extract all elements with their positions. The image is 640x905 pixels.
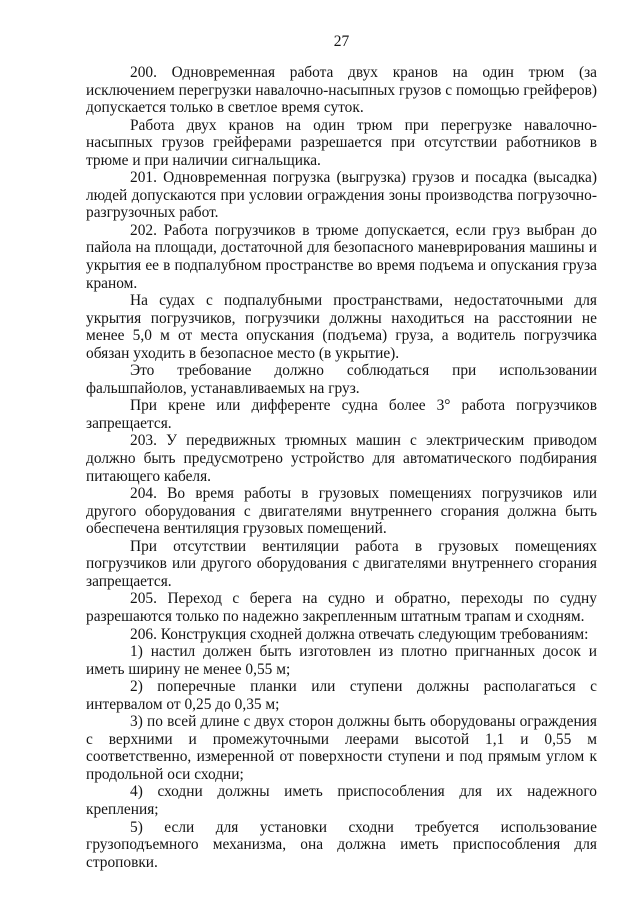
list-item-1: 1) настил должен быть изготовлен из плотно пригнанных досок и иметь ширину не менее 0,55 м; [86, 643, 597, 678]
page-number: 27 [333, 33, 350, 50]
paragraph-203: 203. У передвижных трюмных машин с электрическим приводом должно быть предусмотрено устройство для автоматического подбирания питающего кабеля. [86, 432, 597, 485]
list-item-3: 3) по всей длине с двух сторон должны быть оборудованы ограждения с верхними и промежуточными леерами высотой 1,1 и 0,55 м соответственно, измеренной от поверхности ступени и под прямым углом к продольной оси сходни; [86, 713, 597, 783]
paragraph-202: 202. Работа погрузчиков в трюме допускается, если груз выбран до пайола на площади, достаточной для безопасного маневрирования машины и укрытия ее в подпалубном пространстве во время подъема и опускания груза краном. [86, 221, 597, 292]
list-item-4: 4) сходни должны иметь приспособления для их надежного крепления; [86, 783, 597, 818]
paragraph-200-grab-cranes: Работа двух кранов на один трюм при перегрузке навалочно-насыпных грузов грейферами разрешается при отсутствии работников в трюме и при наличии сигнальщика. [86, 116, 597, 169]
list-item-2: 2) поперечные планки или ступени должны располагаться с интервалом от 0,25 до 0,35 м; [86, 678, 597, 713]
list-item-5: 5) если для установки сходни требуется использование грузоподъемного механизма, она должна иметь приспособления для строповки. [86, 818, 597, 871]
paragraph-204-no-ventilation: При отсутствии вентиляции работа в грузовых помещениях погрузчиков или другого оборудования с двигателями внутреннего сгорания запрещается. [86, 537, 597, 590]
paragraph-206: 206. Конструкция сходней должна отвечать следующим требованиям: [130, 625, 589, 643]
paragraph-204: 204. Во время работы в грузовых помещениях погрузчиков или другого оборудования с двигателями внутреннего сгорания должна быть обеспечена вентиляция грузовых помещений. [86, 485, 597, 538]
paragraph-201: 201. Одновременная погрузка (выгрузка) грузов и посадка (высадка) людей допускаются при условии ограждения зоны производства погрузочно-разгрузочных работ. [86, 169, 597, 222]
paragraph-205: 205. Переход с берега на судно и обратно, переходы по судну разрешаются только по надежно закрепленным штатным трапам и сходням. [86, 590, 597, 625]
body-text [86, 64, 597, 871]
paragraph-202-heel-trim: При крене или дифференте судна более 3° работа погрузчиков запрещается. [86, 397, 597, 432]
paragraph-202-false-floors: Это требование должно соблюдаться при использовании фальшпайолов, устанавливаемых на груз. [86, 362, 597, 397]
paragraph-202-underdeck: На судах с подпалубными пространствами, недостаточными для укрытия погрузчиков, погрузчики должны находиться на расстоянии не менее 5,0 м от места опускания (подъема) груза, а водитель погрузчика обязан уходить в безопасное место (в укрытие). [86, 292, 597, 362]
paragraph-200: 200. Одновременная работа двух кранов на один трюм (за исключением перегрузки навалочно-насыпных грузов с помощью грейферов) допускается только в светлое время суток. [86, 64, 597, 117]
